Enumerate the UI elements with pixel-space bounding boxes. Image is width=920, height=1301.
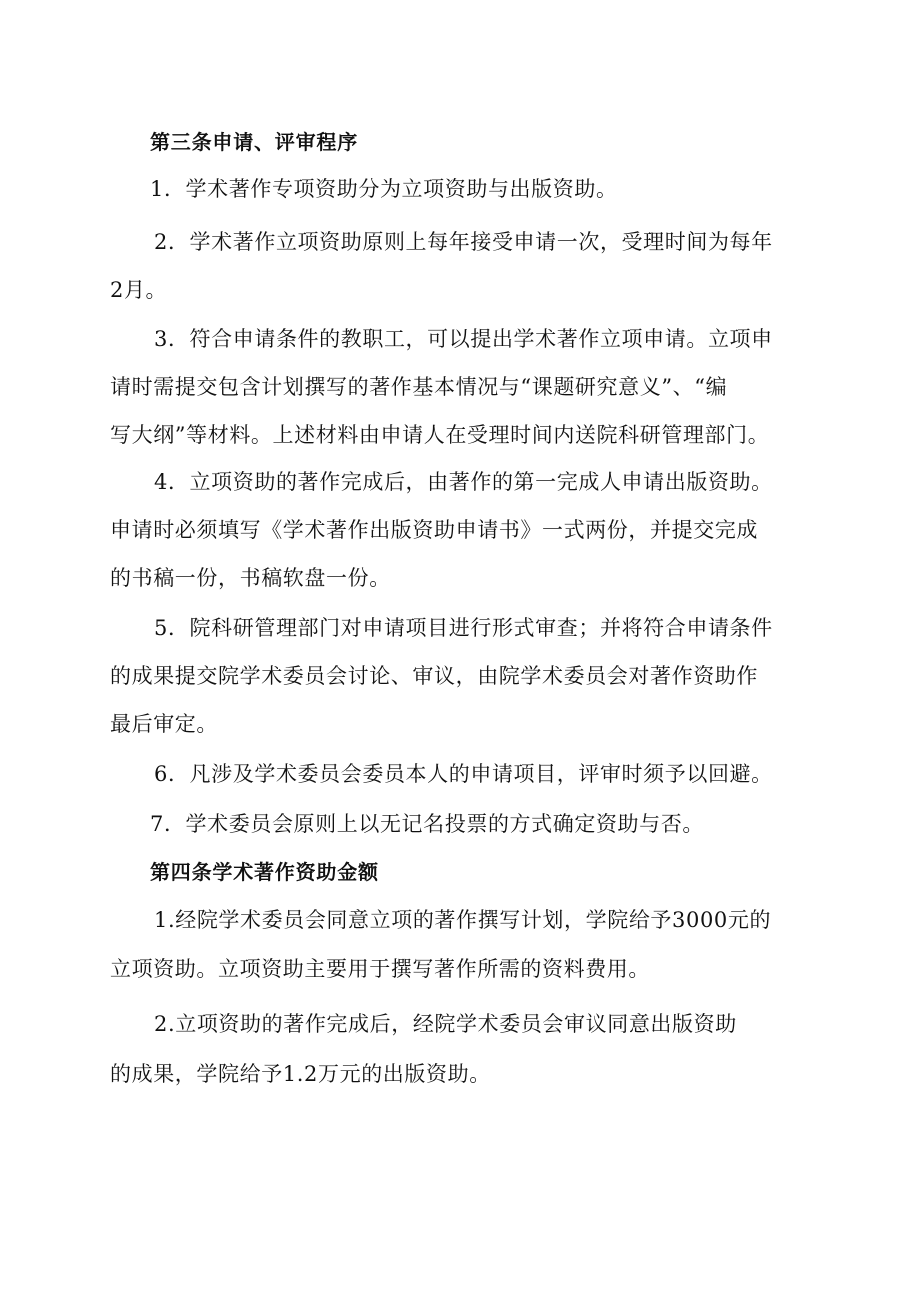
section3-line-7: 4．立项资助的著作完成后，由著作的第一完成人申请出版资助。 [154, 470, 773, 494]
section3-line-10: 5．院科研管理部门对申请项目进行形式审查；并将符合申请条件 [154, 616, 773, 640]
section3-line-9: 的书稿一份，书稿软盘一份。 [110, 566, 391, 590]
section3-line-2: 2．学术著作立项资助原则上每年接受申请一次，受理时间为每年 [154, 230, 773, 254]
section3-line-11: 的成果提交院学术委员会讨论、审议，由院学术委员会对著作资助作 [110, 664, 758, 688]
section3-heading: 第三条申请、评审程序 [150, 130, 358, 154]
section3-line-14: 7．学术委员会原则上以无记名投票的方式确定资助与否。 [150, 812, 704, 836]
section3-line-6: 写大纲”等材料。上述材料由申请人在受理时间内送院科研管理部门。 [110, 423, 770, 447]
section3-line-1: 1．学术著作专项资助分为立项资助与出版资助。 [150, 177, 618, 201]
section4-line-2: 立项资助。立项资助主要用于撰写著作所需的资料费用。 [110, 957, 650, 981]
section3-line-4: 3．符合申请条件的教职工，可以提出学术著作立项申请。立项申 [154, 327, 773, 351]
section4-line-4: 的成果，学院给予1.2万元的出版资助。 [110, 1062, 491, 1086]
section3-line-8: 申请时必须填写《学术著作出版资助申请书》一式两份，并提交完成 [110, 518, 758, 542]
section3-line-5: 请时需提交包含计划撰写的著作基本情况与“课题研究意义”、“编 [110, 375, 728, 399]
section4-line-3: 2.立项资助的著作完成后，经院学术委员会审议同意出版资助 [154, 1012, 737, 1036]
section3-line-12: 最后审定。 [110, 712, 218, 736]
section3-line-13: 6．凡涉及学术委员会委员本人的申请项目，评审时须予以回避。 [154, 762, 773, 786]
section4-heading: 第四条学术著作资助金额 [150, 860, 379, 884]
section4-line-1: 1.经院学术委员会同意立项的著作撰写计划，学院给予3000元的 [154, 908, 772, 932]
section3-line-3: 2月。 [110, 278, 168, 302]
